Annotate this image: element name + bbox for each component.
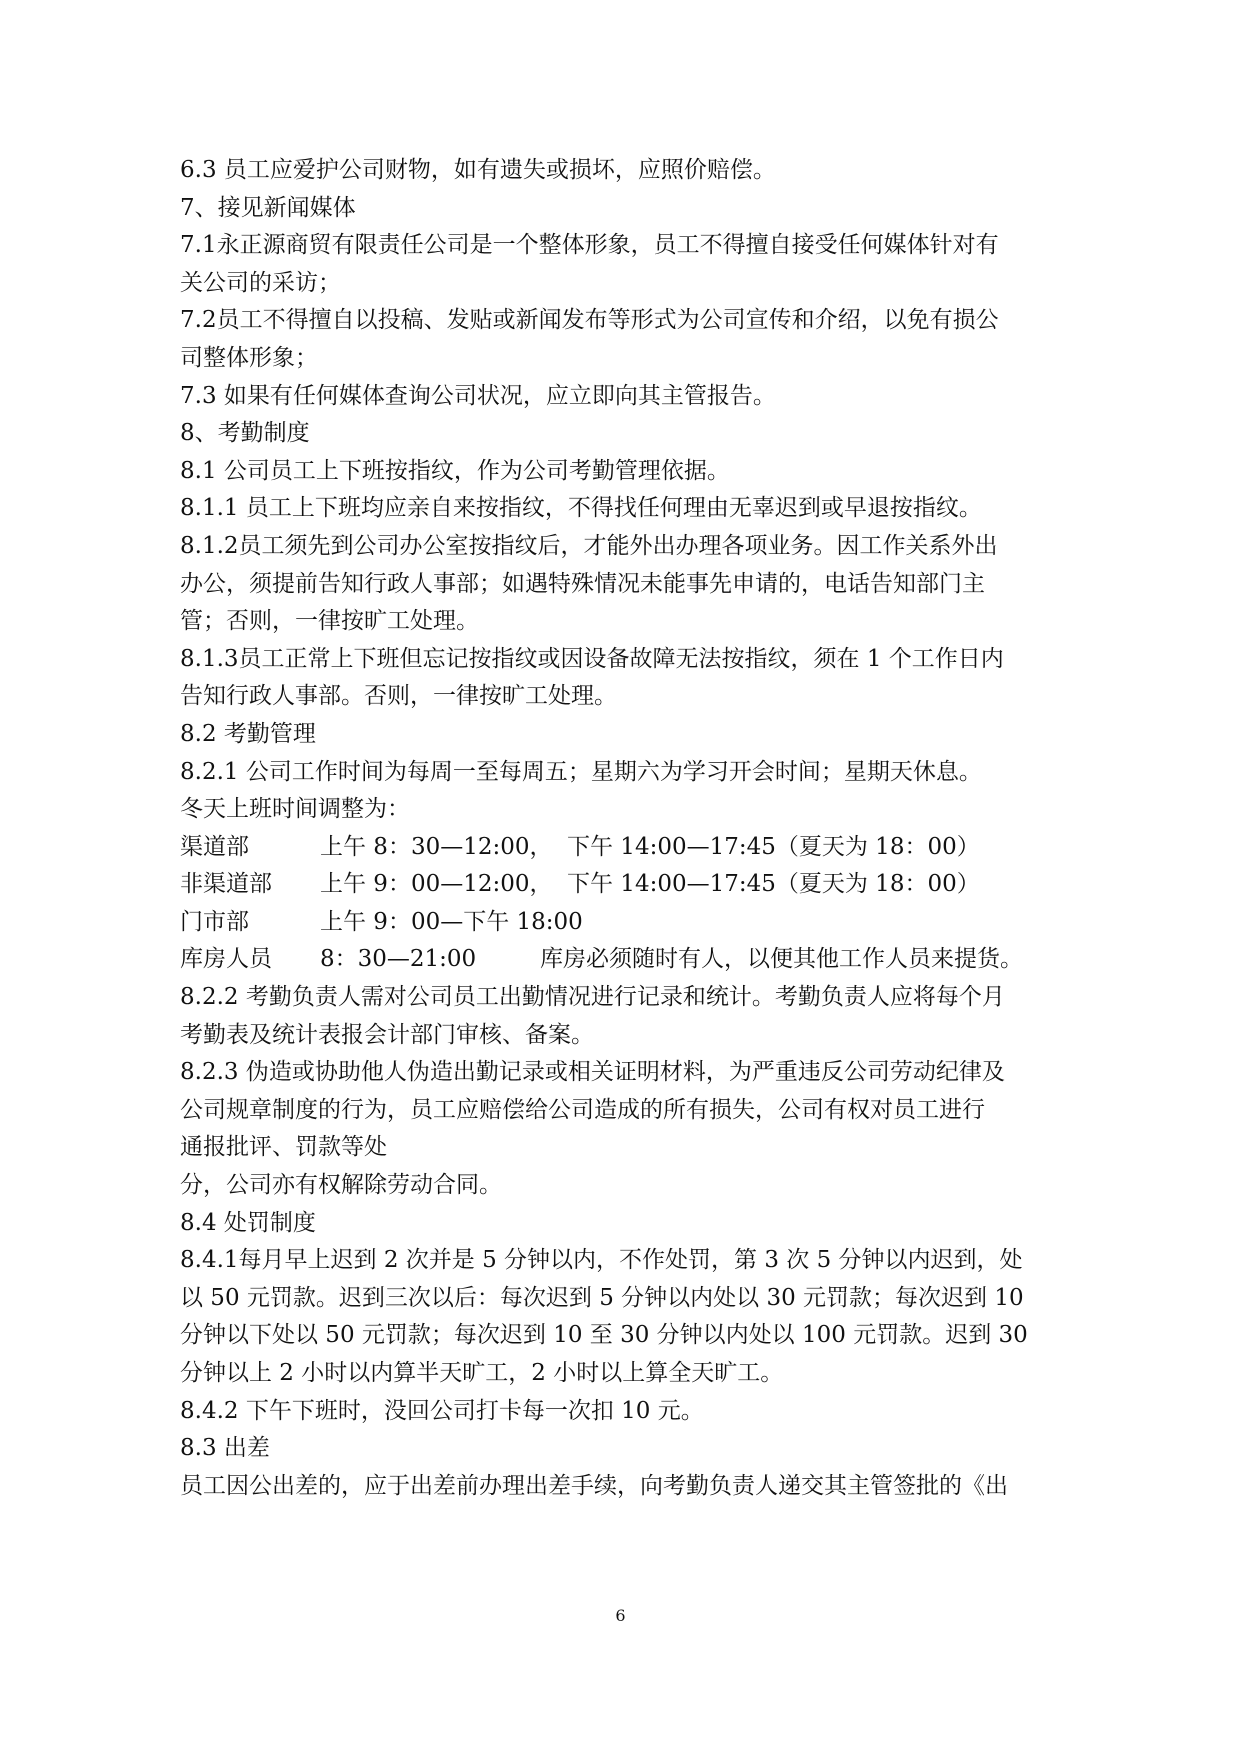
text-line: 公司规章制度的行为，员工应赔偿给公司造成的所有损失，公司有权对员工进行 [180,1096,985,1123]
text-line: 8.4.2 下午下班时，没回公司打卡每一次扣 10 元。 [180,1397,704,1424]
text-line: 以 50 元罚款。迟到三次以后：每次迟到 5 分钟以内处以 30 元罚款；每次迟到 10 [180,1284,1024,1311]
text-line: 8.2.3 伪造或协助他人伪造出勤记录或相关证明材料，为严重违反公司劳动纪律及 [180,1059,1005,1086]
text-line: 7.1永正源商贸有限责任公司是一个整体形象，员工不得擅自接受任何媒体针对有 [180,232,999,259]
text-line: 分钟以上 2 小时以内算半天旷工，2 小时以上算全天旷工。 [180,1360,784,1386]
schedule-afternoon: 下午 14:00—17:45（夏天为 18：00） [567,871,980,898]
text-line: 8.2.1 公司工作时间为每周一至每周五；星期六为学习开会时间；星期天休息。 [180,758,982,785]
text-line: 告知行政人事部。否则，一律按旷工处理。 [180,683,617,710]
text-line: 7.2员工不得擅自以投稿、发贴或新闻发布等形式为公司宣传和介绍，以免有损公 [180,307,999,334]
text-line: 分钟以下处以 50 元罚款；每次迟到 10 至 30 分钟以内处以 100 元罚款。迟到 30 [180,1322,1028,1349]
text-line: 考勤表及统计表报会计部门审核、备案。 [180,1021,594,1048]
schedule-row [180,866,1068,904]
schedule-dept: 非渠道部 [180,871,272,898]
schedule-morning: 上午 8：30—12:00， [320,833,553,860]
text-line: 8.4.1每月早上迟到 2 次并是 5 分钟以内，不作处罚，第 3 次 5 分钟以内迟到，处 [180,1247,1023,1274]
schedule-morning: 上午 9：00—12:00， [320,871,553,898]
text-line: 司整体形象； [180,344,318,371]
text-line: 8.1.2员工须先到公司办公室按指纹后，才能外出办理各项业务。因工作关系外出 [180,532,998,559]
text-line: 管；否则，一律按旷工处理。 [180,608,479,635]
text-line: 通报批评、罚款等处 [180,1134,387,1161]
text-line: 8.1.3员工正常上下班但忘记按指纹或因设备故障无法按指纹，须在 1 个工作日内 [180,645,1004,672]
schedule-afternoon: 下午 14:00—17:45（夏天为 18：00） [567,833,980,860]
schedule-row [180,941,1068,979]
text-line: 冬天上班时间调整为： [180,796,410,823]
text-line: 7.3 如果有任何媒体查询公司状况，应立即向其主管报告。 [180,382,776,409]
text-line: 8.2.2 考勤负责人需对公司员工出勤情况进行记录和统计。考勤负责人应将每个月 [180,984,1005,1011]
text-line: 6.3 员工应爱护公司财物，如有遗失或损坏，应照价赔偿。 [180,157,776,183]
schedule-dept: 门市部 [180,908,249,935]
subsection-heading: 8.4 处罚制度 [180,1209,316,1236]
schedule-morning: 上午 9：00—下午 18:00 [320,908,583,935]
text-line: 8.1.1 员工上下班均应亲自来按指纹，不得找任何理由无辜迟到或早退按指纹。 [180,495,982,522]
schedule-morning: 8：30—21:00 [320,946,477,973]
schedule-dept: 库房人员 [180,946,272,973]
text-line: 分，公司亦有权解除劳动合同。 [180,1172,502,1199]
schedule-note: 库房必须随时有人，以便其他工作人员来提货。 [540,946,1023,973]
schedule-dept: 渠道部 [180,833,249,860]
schedule-row [180,904,1068,942]
document-body [180,152,1068,1505]
section-heading: 7、接见新闻媒体 [180,194,356,221]
text-line: 关公司的采访； [180,269,341,296]
section-heading: 8、考勤制度 [180,420,310,447]
text-line: 办公，须提前告知行政人事部；如遇特殊情况未能事先申请的，电话告知部门主 [180,570,985,597]
page-number: 6 [615,1606,626,1625]
text-line: 8.1 公司员工上下班按指纹，作为公司考勤管理依据。 [180,457,730,484]
subsection-heading: 8.3 出差 [180,1435,270,1462]
text-line: 员工因公出差的，应于出差前办理出差手续，向考勤负责人递交其主管签批的《出 [180,1472,1008,1499]
subsection-heading: 8.2 考勤管理 [180,720,316,747]
schedule-row [180,829,1068,867]
